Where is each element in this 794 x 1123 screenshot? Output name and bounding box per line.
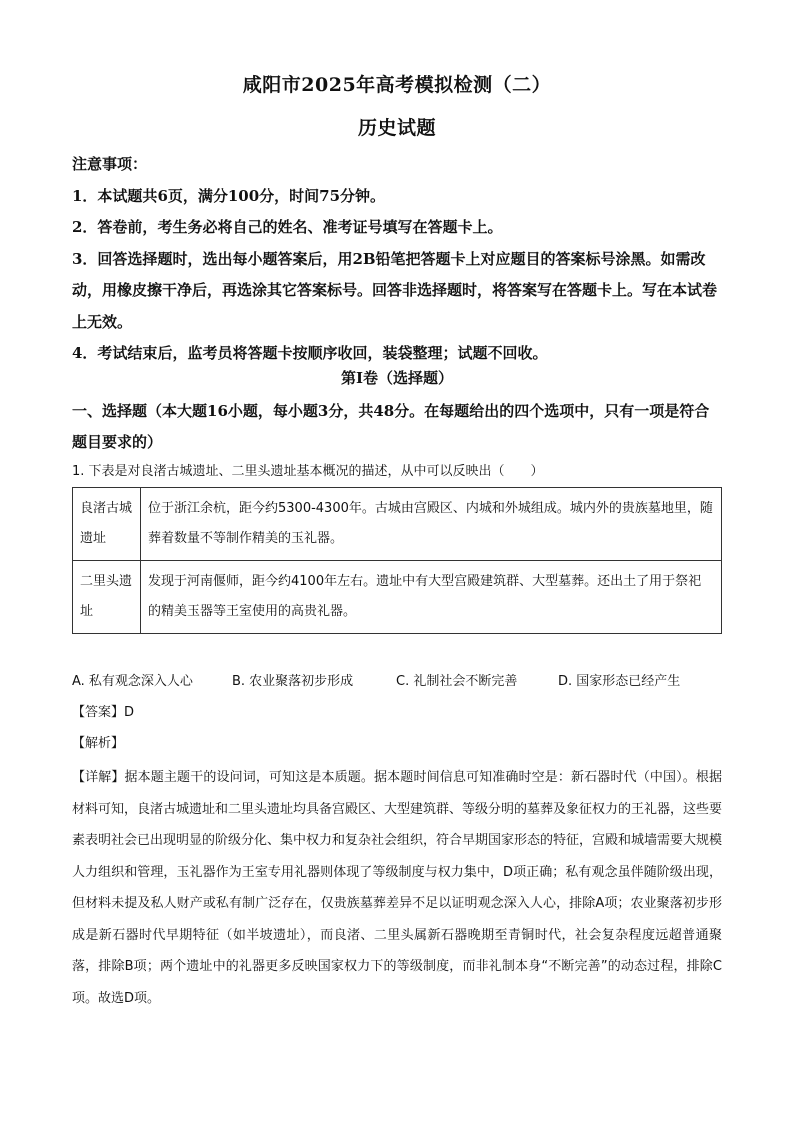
answer-options <box>72 672 722 692</box>
exam-title: 咸阳市2025年高考模拟检测（二） <box>242 74 552 96</box>
site-table <box>72 487 722 634</box>
section-title: 第Ⅰ卷（选择题） <box>340 369 454 387</box>
table-cell-site: 二里头遗址 <box>73 561 141 634</box>
option-b: B. 农业聚落初步形成 <box>232 674 354 689</box>
table-row <box>73 561 722 634</box>
option-d: D. 国家形态已经产生 <box>558 674 681 689</box>
notes-item: 1．本试题共6页，满分100分，时间75分钟。 <box>72 186 386 205</box>
exam-subtitle: 历史试题 <box>357 117 436 139</box>
table-cell-site: 良渚古城遗址 <box>73 488 141 561</box>
question-stem: 1. 下表是对良渚古城遗址、二里头遗址基本概况的描述，从中可以反映出（ ） <box>72 464 544 479</box>
notes-item: 4．考试结束后，监考员将答题卡按顺序收回，装袋整理；试题不回收。 <box>72 344 548 362</box>
notes-item: 2．答卷前，考生务必将自己的姓名、准考证号填写在答题卡上。 <box>72 218 503 236</box>
notes-block <box>72 149 722 370</box>
notes-heading: 注意事项： <box>72 155 148 173</box>
option-c: C. 礼制社会不断完善 <box>396 674 518 689</box>
detail-text: 【详解】据本题主题干的设问词，可知这是本质题。据本题时间信息可知准确时空是：新石器时代（中国）。根据材料可知，良渚古城遗址和二里头遗址均具备宫殿区、大型建筑群、等级分明的墓葬及象征权力的王礼器，这些要素表明社会已出现明显的阶级分化、集中权力和复杂社会组织，符合早期国家形态的特征，宫殿和城墙需要大规模人力组织和管理，玉礼器作为王室专用礼器则体现了等级制度与权力集中，D项正确；私有观念虽伴随阶级出现，但材料未提及私人财产或私有制广泛存在，仅贵族墓葬差异不足以证明观念深入人心，排除A项；农业聚落初步形成是新石器时代早期特征（如半坡遗址），而良渚、二里头属新石器晚期至青铜时代，社会复杂程度远超普通聚落，排除B项；两个遗址中的礼器更多反映国家权力下的等级制度，而非礼制本身“不断完善”的动态过程，排除C项。故选D项。 <box>72 770 723 1006</box>
analysis-label: 【解析】 <box>72 736 125 751</box>
option-a: A. 私有观念深入人心 <box>72 674 193 689</box>
answer-label: 【答案】D <box>72 705 135 720</box>
table-cell-description: 位于浙江余杭，距今约5300-4300年。古城由宫殿区、内城和外城组成。城内外的贵族墓地里，随葬着数量不等制作精美的玉礼器。 <box>141 488 722 561</box>
table-row <box>73 488 722 561</box>
notes-item: 3．回答选择题时，选出每小题答案后，用2B铅笔把答题卡上对应题目的答案标号涂黑。如需改动，用橡皮擦干净后，再选涂其它答案标号。回答非选择题时，将答案写在答题卡上。写在本试卷上无效。 <box>72 249 718 331</box>
table-cell-description: 发现于河南偃师，距今约4100年左右。遗址中有大型宫殿建筑群、大型墓葬。还出土了用于祭祀的精美玉器等王室使用的高贵礼器。 <box>141 561 722 634</box>
section-description: 一、选择题（本大题16小题，每小题3分，共48分。在每题给出的四个选项中，只有一项是符合题目要求的） <box>72 402 710 451</box>
